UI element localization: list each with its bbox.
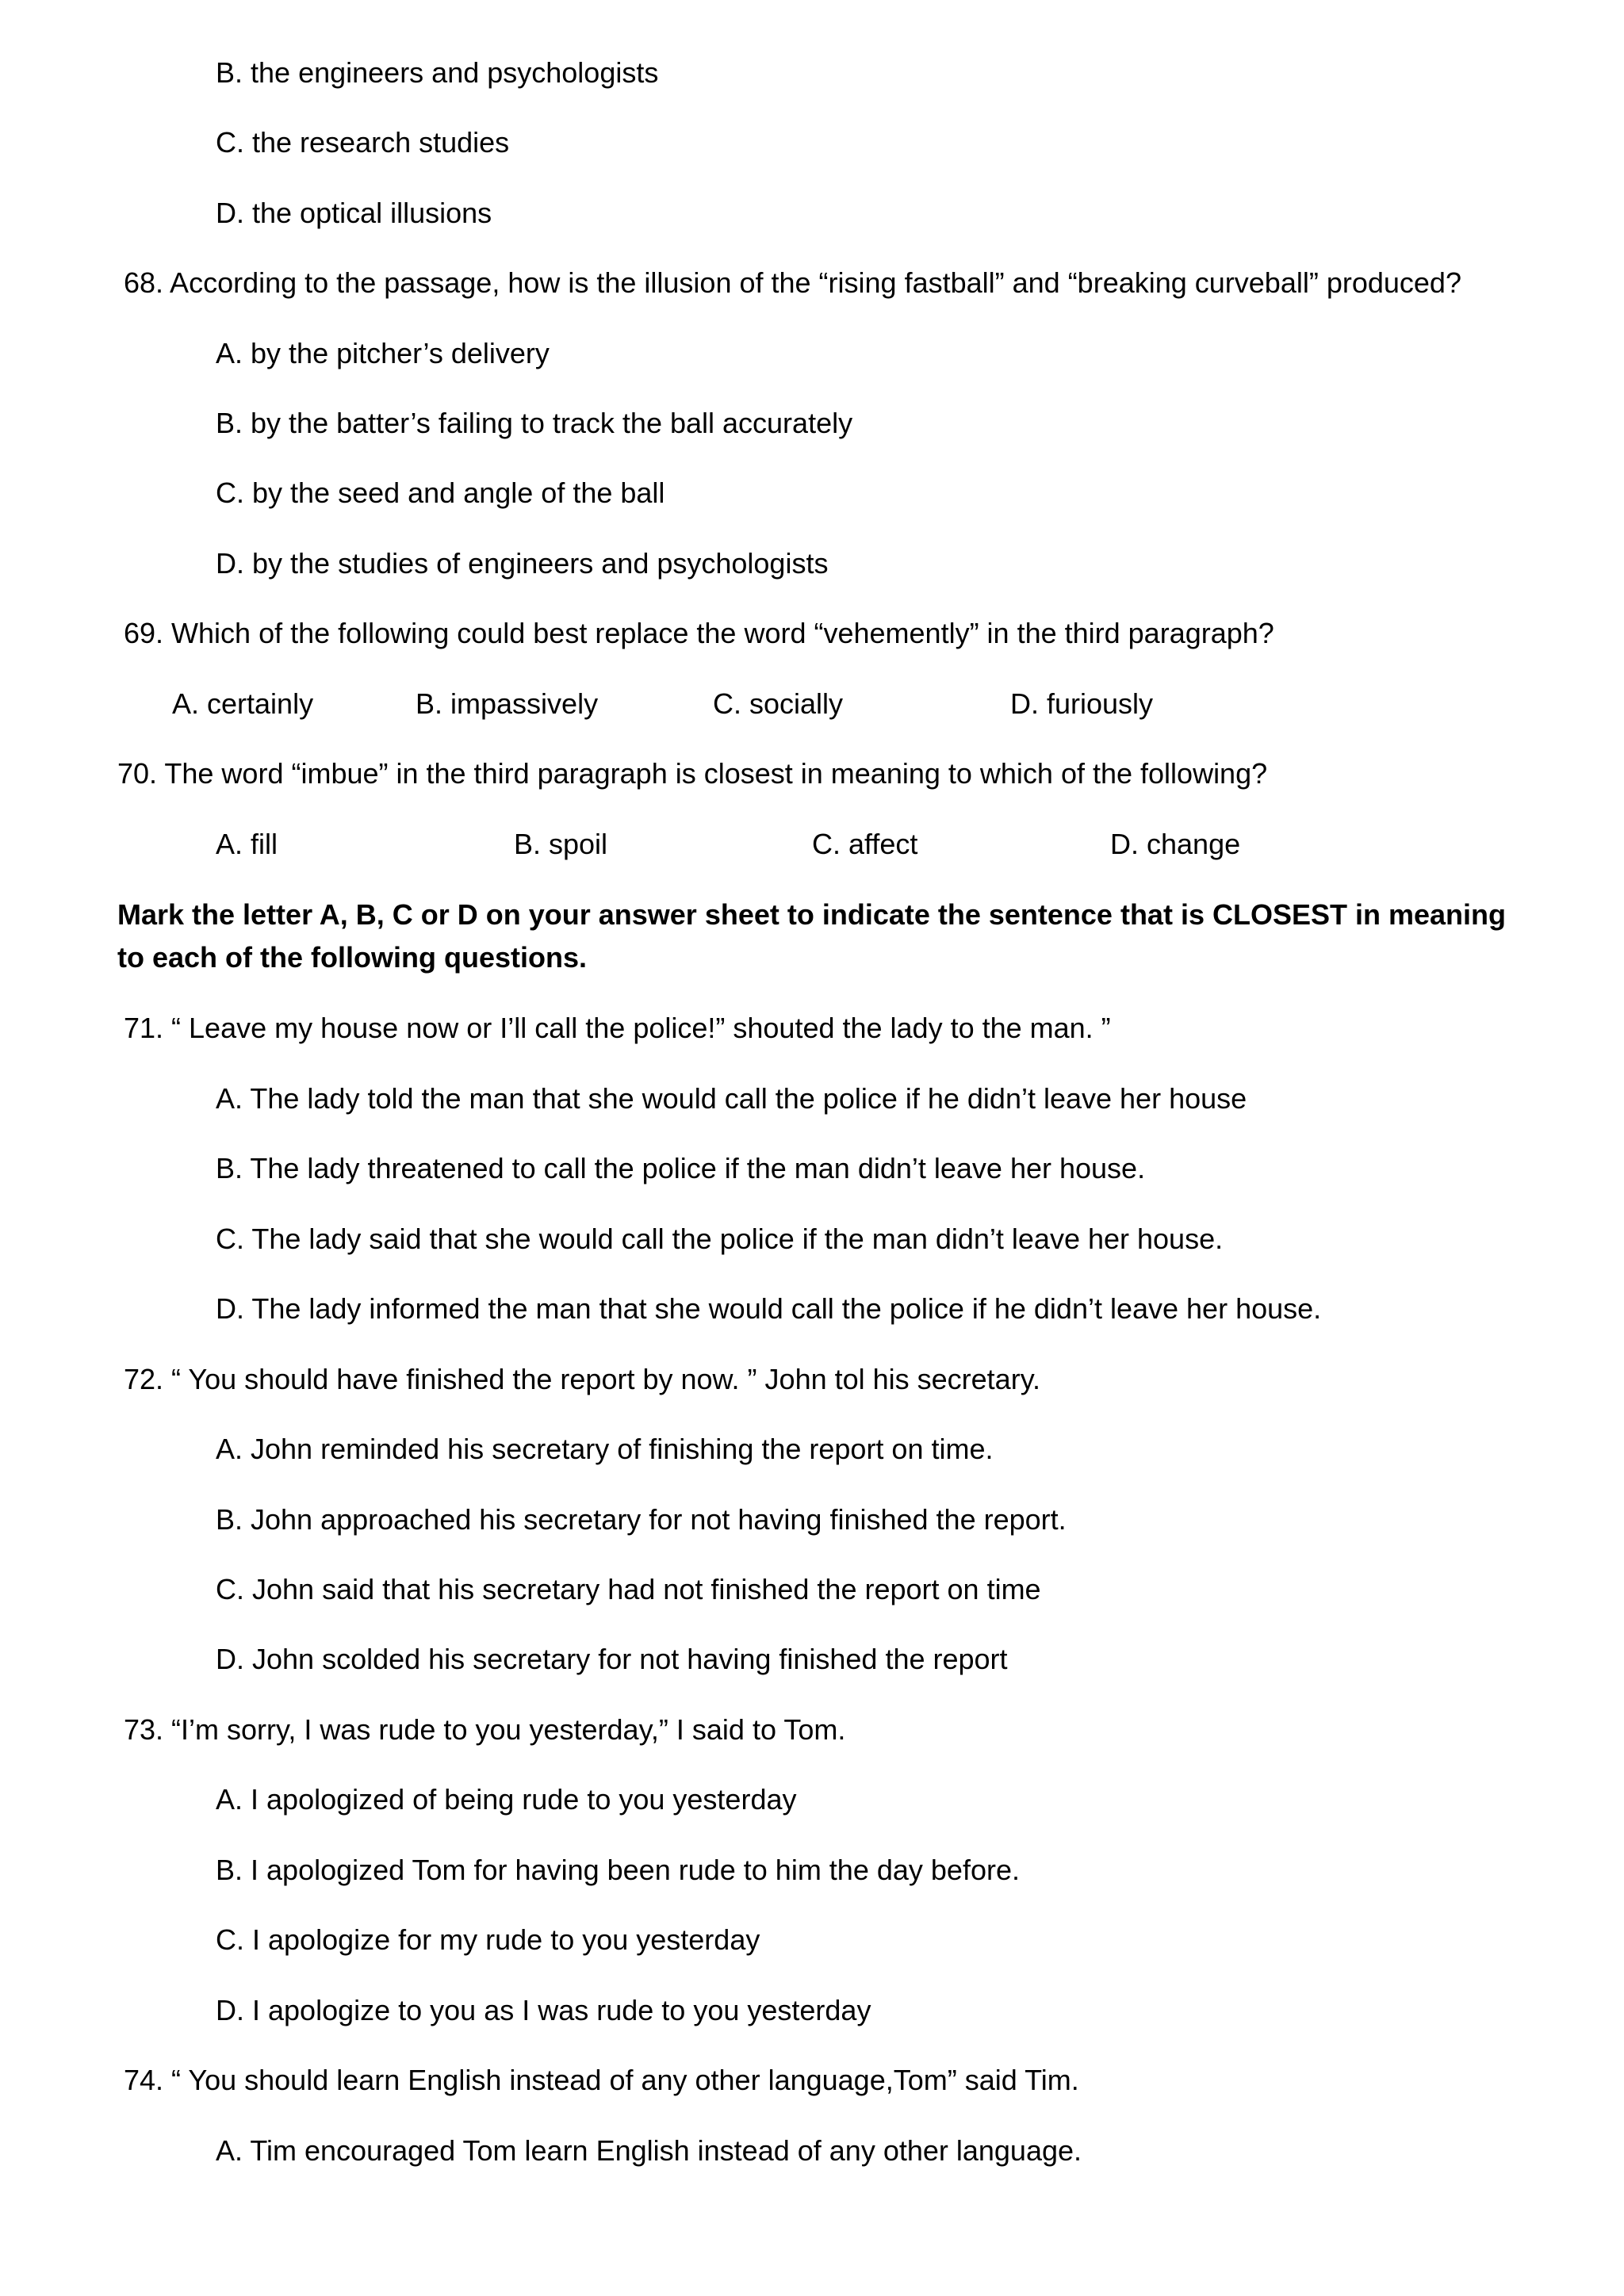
q72-option-d: D. John scolded his secretary for not having finished the report <box>216 1643 1008 1675</box>
q69-option-b: B. impassively <box>416 687 599 720</box>
q70-option-d: D. change <box>1110 828 1241 860</box>
q68-option-a: A. by the pitcher’s delivery <box>216 337 550 369</box>
q72-option-b: B. John approached his secretary for not having finished the report. <box>216 1503 1067 1536</box>
section-instruction: Mark the letter A, B, C or D on your answer sheet to indicate the sentence that is CLOSEST in meaning to each of the following questions. <box>117 898 1507 974</box>
q69-option-a: A. certainly <box>172 687 314 720</box>
q68-option-c: C. by the seed and angle of the ball <box>216 476 665 509</box>
q73-option-a: A. I apologized of being rude to you yesterday <box>216 1783 797 1816</box>
q72-option-a: A. John reminded his secretary of finishing the report on time. <box>216 1433 994 1465</box>
q68-option-b: B. by the batter’s failing to track the ball accurately <box>216 407 853 439</box>
q68-option-d: D. by the studies of engineers and psychologists <box>216 547 829 580</box>
q67-option-b: B. the engineers and psychologists <box>216 56 659 89</box>
q67-option-c: C. the research studies <box>216 126 510 159</box>
q73-option-b: B. I apologized Tom for having been rude to him the day before. <box>216 1854 1020 1886</box>
question-70: 70. The word “imbue” in the third paragraph is closest in meaning to which of the following? <box>117 757 1268 790</box>
q73-option-c: C. I apologize for my rude to you yesterday <box>216 1923 760 1956</box>
q73-option-d: D. I apologize to you as I was rude to you yesterday <box>216 1994 871 2026</box>
q71-option-c: C. The lady said that she would call the police if the man didn’t leave her house. <box>216 1223 1224 1255</box>
question-73: 73. “I’m sorry, I was rude to you yesterday,” I said to Tom. <box>124 1713 846 1746</box>
question-69: 69. Which of the following could best replace the word “vehemently” in the third paragraph? <box>124 617 1274 649</box>
q71-option-a: A. The lady told the man that she would call the police if he didn’t leave her house <box>216 1082 1247 1115</box>
q70-option-a: A. fill <box>216 828 278 860</box>
q74-option-a: A. Tim encouraged Tom learn English instead of any other language. <box>216 2134 1082 2167</box>
q71-option-d: D. The lady informed the man that she would call the police if he didn’t leave her house. <box>216 1292 1322 1325</box>
question-68: 68. According to the passage, how is the illusion of the “rising fastball” and “breaking curveball” produced? <box>124 266 1461 299</box>
q71-option-b: B. The lady threatened to call the police if the man didn’t leave her house. <box>216 1152 1146 1184</box>
q72-option-c: C. John said that his secretary had not finished the report on time <box>216 1573 1041 1605</box>
q70-option-c: C. affect <box>812 828 918 860</box>
question-72: 72. “ You should have finished the report by now. ” John tol his secretary. <box>124 1363 1041 1395</box>
q67-option-d: D. the optical illusions <box>216 197 492 229</box>
q69-option-d: D. furiously <box>1010 687 1154 720</box>
question-74: 74. “ You should learn English instead of any other language,Tom” said Tim. <box>124 2064 1079 2096</box>
q70-option-b: B. spoil <box>514 828 608 860</box>
question-71: 71. “ Leave my house now or I’ll call the police!” shouted the lady to the man. ” <box>124 1012 1111 1044</box>
q69-option-c: C. socially <box>713 687 844 720</box>
